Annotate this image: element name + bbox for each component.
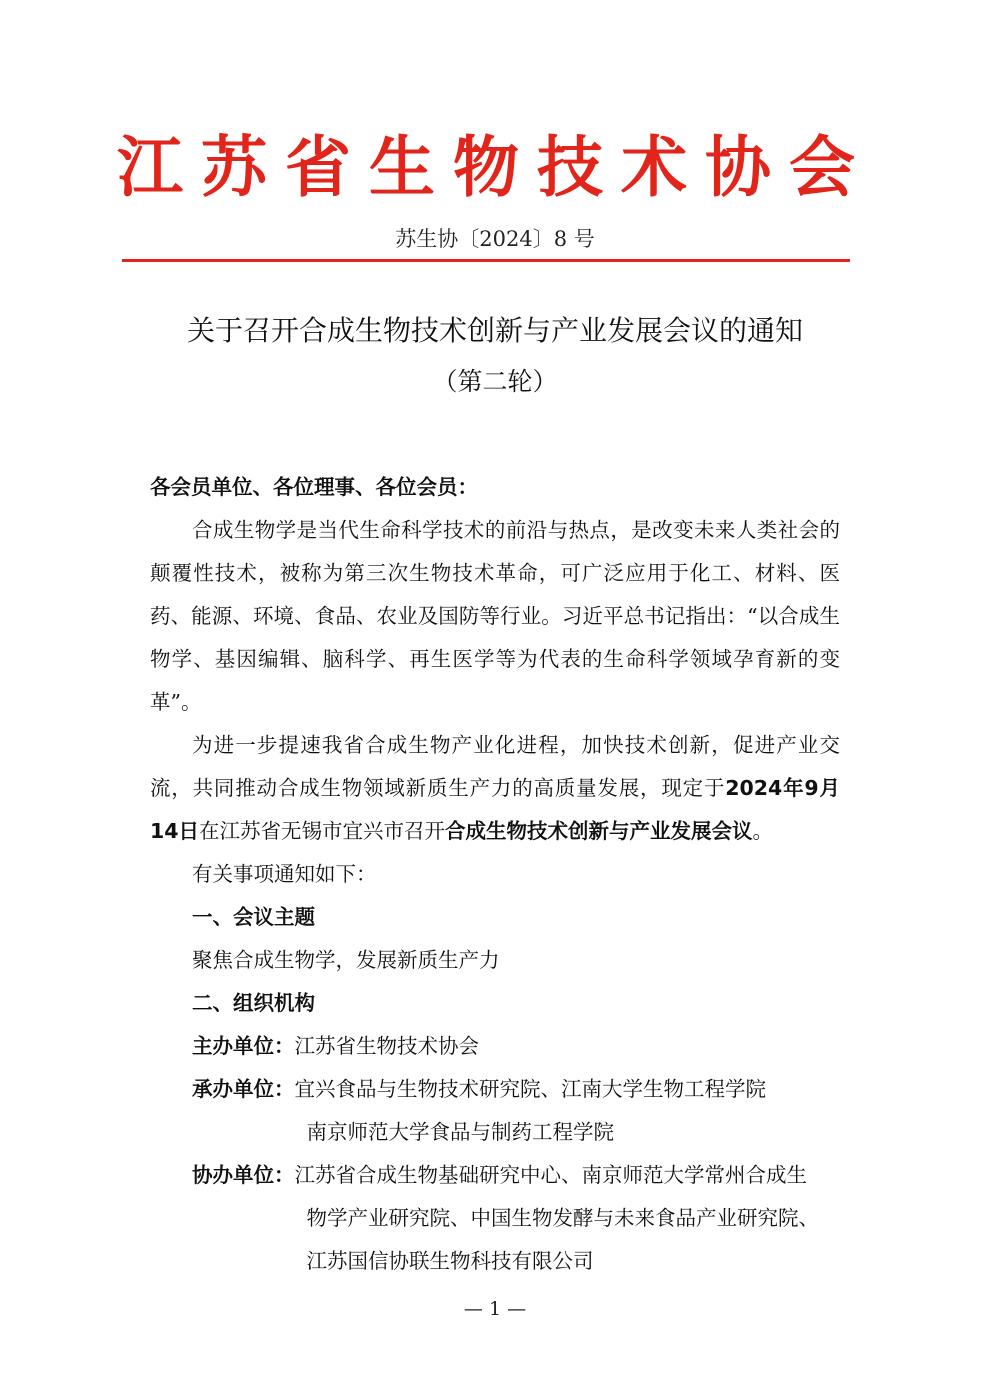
co-organizer-line-1: 江苏省合成生物基础研究中心、南京师范大学常州合成生 xyxy=(294,1163,807,1187)
host-label: 主办单位： xyxy=(192,1034,295,1058)
paragraph-announcement xyxy=(150,724,840,853)
co-organizer-line-2: 物学产业研究院、中国生物发酵与未来食品产业研究院、 xyxy=(306,1206,819,1230)
announcement-text: 为进一步提速我省合成生物产业化进程，加快技术创新，促进产业交流，共同推动合成生物领域新质生产力的高质量发展，现定于 xyxy=(150,733,840,800)
section-organization-heading: 二、组织机构 xyxy=(192,991,315,1015)
meeting-name: 合成生物技术创新与产业发展会议 xyxy=(445,819,753,843)
host-value: 江苏省生物技术协会 xyxy=(294,1034,479,1058)
co-organizer-line-3: 江苏国信协联生物科技有限公司 xyxy=(306,1249,594,1273)
issuing-organization: 江苏省生物技术协会 xyxy=(117,129,873,206)
document-number: 苏生协〔2024〕8 号 xyxy=(395,227,595,251)
red-divider-line xyxy=(122,259,850,262)
organizer-label: 承办单位： xyxy=(192,1077,295,1101)
section-theme-text: 聚焦合成生物学，发展新质生产力 xyxy=(192,948,500,972)
notice-subtitle: （第二轮） xyxy=(432,367,558,396)
organizer-value xyxy=(295,1068,841,1154)
organizer-line-1: 宜兴食品与生物技术研究院、江南大学生物工程学院 xyxy=(294,1077,766,1101)
section-theme-heading: 一、会议主题 xyxy=(192,905,315,929)
co-organizer-value xyxy=(295,1154,841,1283)
organizer-row xyxy=(150,1068,840,1154)
meeting-date: 2024年9月14日 xyxy=(150,776,841,843)
page-number: — 1 — xyxy=(463,1298,527,1320)
co-organizer-row xyxy=(150,1154,840,1283)
paragraph-background: 合成生物学是当代生命科学技术的前沿与热点，是改变未来人类社会的颠覆性技术，被称为第三次生物技术革命，可广泛应用于化工、材料、医药、能源、环境、食品、农业及国防等行业。习近平总书记指出：“以合成生物学、基因编辑、脑科学、再生医学等为代表的生命科学领域孕育新的变革”。 xyxy=(150,518,840,714)
notice-title: 关于召开合成生物技术创新与产业发展会议的通知 xyxy=(186,314,803,347)
co-organizer-label: 协办单位： xyxy=(192,1163,295,1187)
meeting-location: 在江苏省无锡市宜兴市召开 xyxy=(199,819,446,843)
host-row xyxy=(150,1025,840,1068)
notice-body xyxy=(150,466,840,1283)
salutation: 各会员单位、各位理事、各位会员： xyxy=(150,475,478,499)
paragraph-intro: 有关事项通知如下： xyxy=(192,862,377,886)
organizer-line-2: 南京师范大学食品与制药工程学院 xyxy=(306,1120,614,1144)
announcement-end: 。 xyxy=(752,819,774,843)
